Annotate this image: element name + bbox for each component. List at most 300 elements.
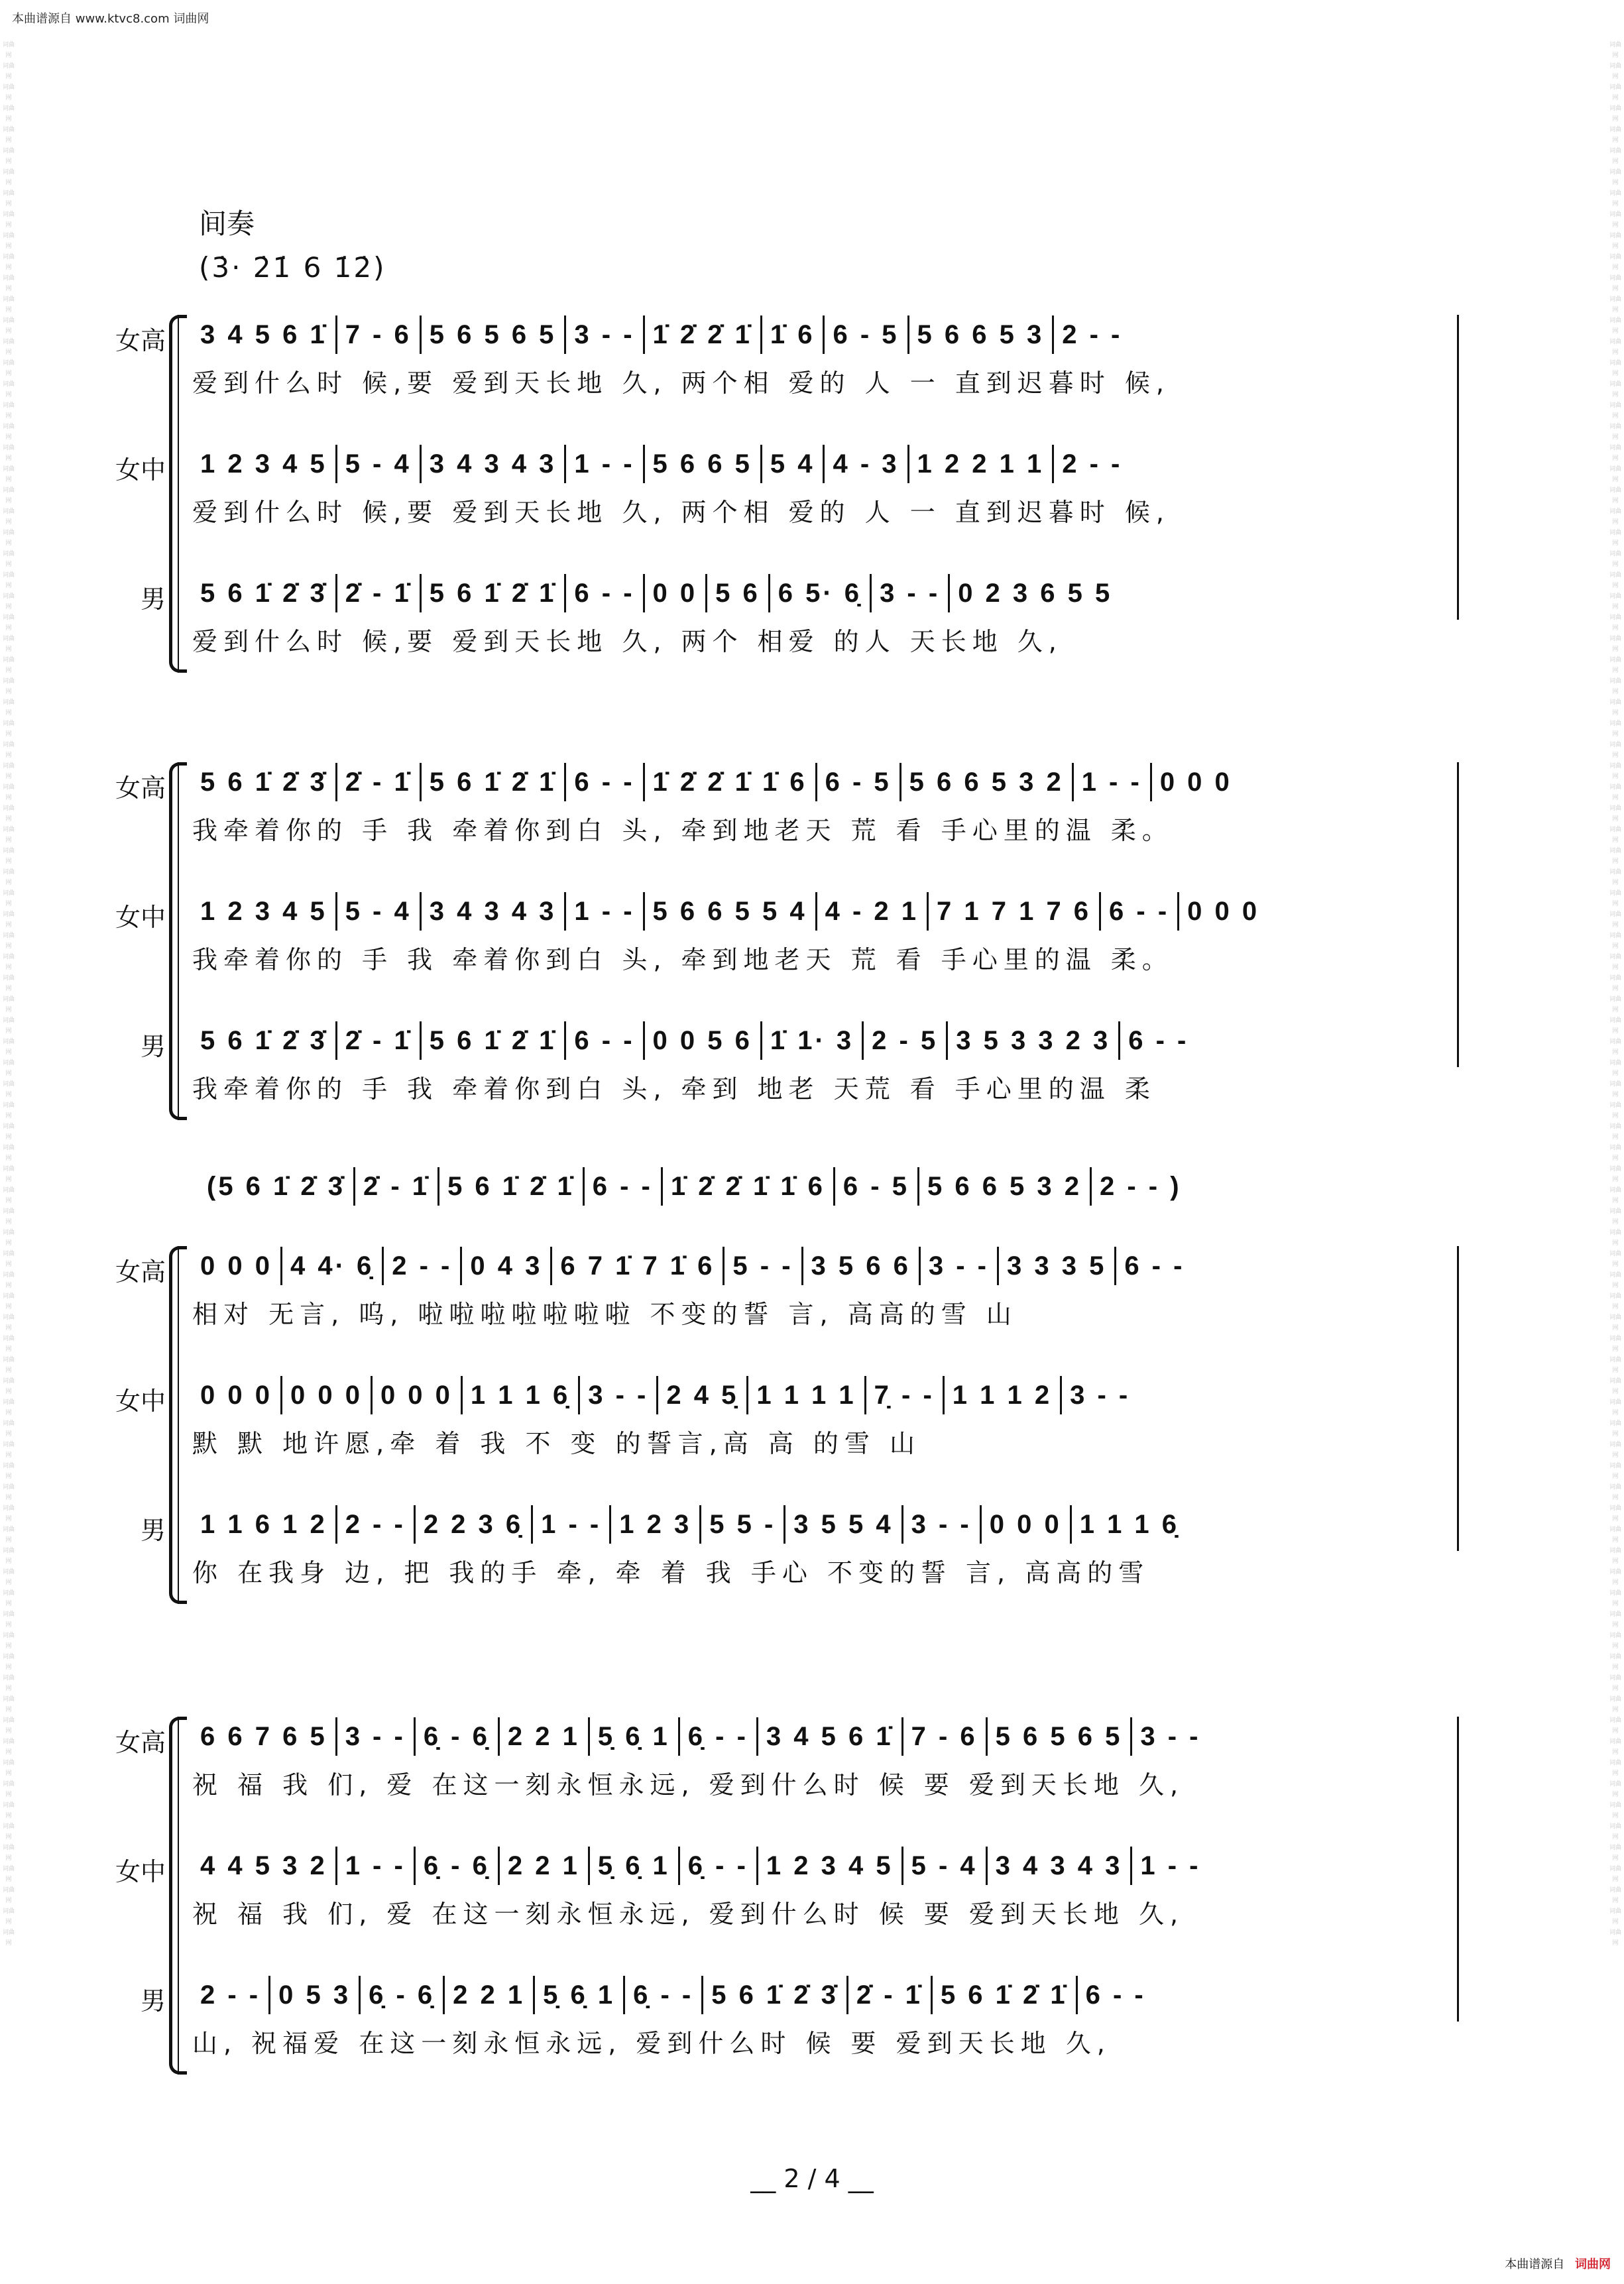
measure: 3 - -: [1140, 1721, 1201, 1751]
margin-watermark-text: 词曲网: [1609, 636, 1621, 653]
margin-watermark-text: 词曲网: [1609, 614, 1621, 632]
margin-watermark-text: 词曲网: [1609, 1548, 1621, 1565]
margin-watermark-text: 词曲网: [2, 1739, 15, 1756]
margin-watermark-text: 词曲网: [1609, 1123, 1621, 1141]
margin-watermark-text: 词曲网: [2, 381, 15, 398]
measure: 6 - 5: [825, 767, 892, 797]
margin-watermark-text: 词曲网: [2, 1463, 15, 1480]
margin-watermark-text: 词曲网: [1609, 1781, 1621, 1798]
part-name: 男: [140, 1032, 166, 1061]
measure: 5 6 6 5 3 2: [909, 767, 1064, 797]
margin-watermark-text: 词曲网: [1609, 1060, 1621, 1077]
margin-watermark-text: 词曲网: [2, 1526, 15, 1544]
measure: 6̣ - -: [633, 1980, 694, 2010]
margin-watermark-text: 词曲网: [2, 63, 15, 80]
margin-watermark-text: 词曲网: [1609, 1229, 1621, 1247]
part-name: 男: [140, 1986, 166, 2016]
margin-watermark-text: 词曲网: [2, 1442, 15, 1459]
measure: 5 6 1̇ 2̇ 3̇: [200, 1025, 327, 1055]
margin-watermark-text: 词曲网: [2, 296, 15, 314]
margin-watermark-text: 词曲网: [2, 1590, 15, 1607]
margin-watermark-text: 词曲网: [1609, 190, 1621, 207]
measure: 3 4 5 6 1̇: [766, 1721, 894, 1751]
measure: 6 - -: [1085, 1980, 1146, 2010]
margin-watermark-text: 词曲网: [2, 339, 15, 356]
measure: 6̣ - 6̣: [369, 1980, 435, 2010]
margin-watermark-text: 词曲网: [1609, 805, 1621, 823]
part-name: 女中: [115, 1857, 166, 1886]
measure: 0 0 0: [989, 1509, 1062, 1539]
margin-watermark-text: 词曲网: [2, 1378, 15, 1395]
interlude-measure: 2̇ - 1̇: [363, 1171, 430, 1201]
margin-watermark-text: 词曲网: [1609, 742, 1621, 759]
interlude-measure: (5 6 1̇ 2̇ 3̇: [207, 1171, 346, 1201]
measure: 6 - 5: [833, 319, 899, 349]
measure: 4 - 2 1: [825, 896, 919, 926]
margin-watermark-text: 词曲网: [2, 1696, 15, 1713]
margin-watermark-text: 词曲网: [2, 699, 15, 716]
notes-row: [192, 1505, 1465, 1544]
margin-watermark-text: 词曲网: [1609, 1929, 1621, 1947]
measure: 0 0 0: [1159, 767, 1232, 797]
margin-watermark-text: 词曲网: [1609, 1039, 1621, 1056]
lyric-row: 默 默 地许愿,牵 着 我 不 变 的誓言,高 高 的雪 山: [192, 1429, 921, 1458]
margin-watermark-text: 词曲网: [2, 805, 15, 823]
measure: 2 - -: [345, 1509, 406, 1539]
margin-watermark-text: 词曲网: [1609, 975, 1621, 992]
margin-watermark-text: 词曲网: [1609, 296, 1621, 314]
margin-watermark-text: 词曲网: [2, 890, 15, 907]
margin-watermark-text: 词曲网: [1609, 1654, 1621, 1671]
measure: 2̇ - 1̇: [856, 1980, 923, 2010]
margin-watermark-text: 词曲网: [2, 1314, 15, 1332]
margin-watermark-text: 词曲网: [2, 614, 15, 632]
lyric-row: 爱到什么时 候,要 爱到天长地 久, 两个相 爱的 人 一 直到迟暮时 候,: [192, 498, 1170, 527]
notes-row: [192, 1975, 1465, 2015]
measure: 3 3 3 5: [1006, 1251, 1107, 1281]
margin-watermark-text: 词曲网: [1609, 1632, 1621, 1650]
margin-watermark-text: 词曲网: [1609, 1378, 1621, 1395]
measure: 1 - -: [574, 896, 635, 926]
measure: 1 - -: [1081, 767, 1142, 797]
margin-watermark-text: 词曲网: [1609, 848, 1621, 865]
margin-watermark-text: 词曲网: [2, 445, 15, 462]
margin-watermark-text: 词曲网: [1609, 84, 1621, 101]
margin-watermark-text: 词曲网: [1609, 1442, 1621, 1459]
measure: 1̇ 6: [770, 319, 815, 349]
margin-watermark-text: 词曲网: [1609, 1845, 1621, 1862]
margin-watermark-text: 词曲网: [1609, 1526, 1621, 1544]
margin-watermark-text: 词曲网: [2, 530, 15, 547]
interlude-measure: 6 - 5: [842, 1171, 909, 1201]
margin-watermark-text: 词曲网: [2, 1399, 15, 1416]
margin-watermark-text: 词曲网: [1609, 1420, 1621, 1438]
measure: 0 0 0: [1187, 896, 1260, 926]
measure: 1 1 1 6̣: [1079, 1509, 1180, 1539]
margin-watermark-text: 词曲网: [2, 1145, 15, 1162]
measure: 2̇ - 1̇: [345, 578, 412, 608]
measure: 0 0 0: [380, 1380, 453, 1410]
margin-watermark-text: 词曲网: [1609, 1717, 1621, 1735]
measure: 3 4 3 4 3: [429, 896, 557, 926]
measure: 5 - 4: [345, 896, 412, 926]
part-name: 女高: [115, 773, 166, 803]
measure: 4 4 5 3 2: [200, 1851, 327, 1880]
margin-watermark-text: 词曲网: [1609, 105, 1621, 123]
measure: 5̣ 6̣ 1: [543, 1980, 616, 2010]
margin-watermark-text: 词曲网: [2, 233, 15, 250]
measure: 2̇ - 1̇: [345, 1025, 412, 1055]
margin-watermark-text: 词曲网: [2, 1569, 15, 1586]
margin-watermark-text: 词曲网: [2, 1781, 15, 1798]
measure: 2 2 1: [453, 1980, 526, 2010]
margin-watermark-text: 词曲网: [1609, 593, 1621, 610]
measure: 7 - 6: [345, 319, 412, 349]
margin-watermark-text: 词曲网: [2, 1929, 15, 1947]
margin-watermark-text: 词曲网: [2, 827, 15, 844]
measure: 0 0 0: [200, 1251, 272, 1281]
measure: 1 - -: [541, 1509, 602, 1539]
part-name: 女中: [115, 455, 166, 485]
measure: 6̣ - -: [687, 1851, 748, 1880]
measure: 6 - -: [574, 1025, 635, 1055]
system-bracket-line: [178, 1717, 179, 2075]
lyric-row: 祝 福 我 们, 爱 在这一刻永恒永远, 爱到什么时 候 要 爱到天长地 久,: [192, 1900, 1185, 1929]
notes-row: [192, 1021, 1465, 1060]
margin-watermark-text: 词曲网: [2, 1760, 15, 1777]
margin-watermark-text: 词曲网: [2, 933, 15, 950]
margin-watermark-text: 词曲网: [1609, 402, 1621, 420]
measure: 7̣ - -: [874, 1380, 935, 1410]
margin-watermark-text: 词曲网: [1609, 1399, 1621, 1416]
measure: 3 4 5 6 1̇: [200, 319, 327, 349]
margin-watermark-text: 词曲网: [1609, 1336, 1621, 1353]
measure: 4 - 3: [833, 449, 899, 479]
margin-watermark-text: 词曲网: [2, 1081, 15, 1098]
margin-watermark-text: 词曲网: [2, 869, 15, 886]
measure: 1 2 3 4 5: [200, 449, 327, 479]
measure: 6̣ - 6̣: [423, 1851, 490, 1880]
margin-watermark-text: 词曲网: [1609, 360, 1621, 377]
measure: 1 2 3 4 5: [200, 896, 327, 926]
notes-row: [192, 1846, 1465, 1886]
interlude-measure: 2 - - ): [1100, 1171, 1182, 1201]
margin-watermark-text: 词曲网: [1609, 1675, 1621, 1692]
measure: 1 2 3: [619, 1509, 692, 1539]
lyric-row: 我牵着你的 手 我 牵着你到白 头, 牵到地老天 荒 看 手心里的温 柔。: [192, 945, 1173, 974]
margin-watermark-text: 词曲网: [1609, 424, 1621, 441]
measure: 6 - -: [574, 578, 635, 608]
margin-watermark-text: 词曲网: [1609, 827, 1621, 844]
measure: 5 4: [770, 449, 815, 479]
margin-watermark-text: 词曲网: [1609, 1208, 1621, 1226]
measure: 1 1 1 2: [952, 1380, 1053, 1410]
margin-watermark-text: 词曲网: [1609, 933, 1621, 950]
margin-watermark-text: 词曲网: [2, 508, 15, 526]
margin-watermark-text: 词曲网: [2, 911, 15, 929]
margin-watermark-text: 词曲网: [2, 169, 15, 186]
lyric-row: 爱到什么时 候,要 爱到天长地 久, 两个相 爱的 人 一 直到迟暮时 候,: [192, 369, 1170, 398]
measure: 1 - -: [1140, 1851, 1201, 1880]
measure: 5 - 4: [345, 449, 412, 479]
margin-watermark-text: 词曲网: [2, 593, 15, 610]
measure: 3 - -: [345, 1721, 406, 1751]
margin-watermark-text: 词曲网: [2, 572, 15, 589]
margin-watermark-text: 词曲网: [2, 317, 15, 335]
margin-watermark-text: 词曲网: [2, 1017, 15, 1035]
margin-watermark-text: 词曲网: [1609, 1569, 1621, 1586]
margin-watermark-text: 词曲网: [2, 848, 15, 865]
measure: 7 1 7 1 7 6: [937, 896, 1092, 926]
lyric-row: 我牵着你的 手 我 牵着你到白 头, 牵到 地老 天荒 看 手心里的温 柔: [192, 1074, 1156, 1104]
margin-watermark-text: 词曲网: [1609, 1357, 1621, 1374]
top-watermark: 本曲谱源自 www.ktvc8.com 词曲网: [12, 12, 209, 26]
margin-watermark-text: 词曲网: [2, 551, 15, 568]
margin-watermark-text: 词曲网: [2, 1187, 15, 1204]
margin-watermark-text: 词曲网: [2, 636, 15, 653]
notes-row: [192, 1375, 1465, 1415]
margin-watermark-text: 词曲网: [2, 190, 15, 207]
margin-watermark-text: 词曲网: [2, 784, 15, 801]
margin-watermark-text: 词曲网: [1609, 42, 1621, 59]
measure: 6 - -: [1128, 1025, 1189, 1055]
margin-watermark-text: 词曲网: [2, 1908, 15, 1925]
margin-watermark-text: 词曲网: [1609, 1484, 1621, 1501]
measure: 5 6 1̇ 2̇ 3̇: [200, 767, 327, 797]
measure: 3 5 6 6: [811, 1251, 911, 1281]
measure: 1 1 6 1 2: [200, 1509, 327, 1539]
measure: 5 - 4: [911, 1851, 978, 1880]
lyric-row: 我牵着你的 手 我 牵着你到白 头, 牵到地老天 荒 看 手心里的温 柔。: [192, 816, 1173, 845]
margin-watermark-text: 词曲网: [1609, 1908, 1621, 1925]
margin-watermark-text: 词曲网: [1609, 1314, 1621, 1332]
margin-watermark-text: 词曲网: [2, 954, 15, 971]
measure: 2 - -: [1062, 449, 1123, 479]
lyric-row: 祝 福 我 们, 爱 在这一刻永恒永远, 爱到什么时 候 要 爱到天长地 久,: [192, 1770, 1185, 1799]
margin-watermark-text: 词曲网: [2, 105, 15, 123]
lyric-row: 你 在我身 边, 把 我的手 牵, 牵 着 我 手心 不变的誓 言, 高高的雪: [192, 1558, 1150, 1587]
margin-watermark-text: 词曲网: [2, 148, 15, 165]
margin-watermark-text: 词曲网: [1609, 1463, 1621, 1480]
margin-watermark-text: 词曲网: [1609, 445, 1621, 462]
measure: 2 2 1: [507, 1721, 580, 1751]
score-system: [0, 1246, 1624, 1634]
margin-watermark-text: 词曲网: [1609, 530, 1621, 547]
margin-watermark-text: 词曲网: [1609, 63, 1621, 80]
measure: 0 0: [652, 578, 698, 608]
measure: 6 6 7 6 5: [200, 1721, 327, 1751]
margin-watermark-text: 词曲网: [1609, 317, 1621, 335]
measure: 5 6 1̇ 2̇ 1̇: [429, 578, 557, 608]
measure: 5 6 1̇ 2̇ 1̇: [429, 1025, 557, 1055]
margin-watermark-text: 词曲网: [1609, 233, 1621, 250]
measure: 5 6 1̇ 2̇ 3̇: [200, 578, 327, 608]
margin-watermark-text: 词曲网: [1609, 339, 1621, 356]
measure: 5 6 5 6 5: [429, 319, 557, 349]
margin-watermark-text: 词曲网: [1609, 551, 1621, 568]
score-system: [0, 762, 1624, 1150]
lyric-row: 山, 祝福爱 在这一刻永恒永远, 爱到什么时 候 要 爱到天长地 久,: [192, 2029, 1111, 2058]
margin-watermark-text: 词曲网: [2, 275, 15, 292]
measure: 3 - -: [1070, 1380, 1131, 1410]
margin-watermark-text: 词曲网: [1609, 1760, 1621, 1777]
margin-watermark-text: 词曲网: [1609, 1293, 1621, 1310]
margin-watermark-text: 词曲网: [2, 1251, 15, 1268]
margin-watermark-text: 词曲网: [2, 1123, 15, 1141]
margin-watermark-text: 词曲网: [2, 1336, 15, 1353]
margin-watermark-text: 词曲网: [2, 1802, 15, 1819]
margin-watermark-text: 词曲网: [2, 1166, 15, 1183]
lyric-row: 相对 无言, 呜, 啦啦啦啦啦啦啦 不变的誓 言, 高高的雪 山: [192, 1300, 1017, 1329]
margin-watermark-text: 词曲网: [2, 678, 15, 695]
measure: 5 5 -: [709, 1509, 776, 1539]
measure: 1 - -: [574, 449, 635, 479]
measure: 5 6: [715, 578, 760, 608]
margin-watermark-text: 词曲网: [1609, 699, 1621, 716]
measure: 2 4 5̣: [666, 1380, 739, 1410]
margin-watermark-text: 词曲网: [1609, 1017, 1621, 1035]
margin-watermark-text: 词曲网: [1609, 1611, 1621, 1628]
measure: 3 4 3 4 3: [429, 449, 557, 479]
margin-watermark-text: 词曲网: [2, 996, 15, 1013]
measure: 1 1 1 6̣: [470, 1380, 571, 1410]
measure: 3 - -: [880, 578, 941, 608]
measure: 2 2 1: [507, 1851, 580, 1880]
measure: 6 7 1̇ 7 1̇ 6: [560, 1251, 715, 1281]
margin-watermark-text: 词曲网: [1609, 1590, 1621, 1607]
margin-watermark-text: 词曲网: [2, 1548, 15, 1565]
interlude-measure: 5 6 1̇ 2̇ 1̇: [447, 1171, 575, 1201]
margin-watermark-text: 词曲网: [2, 1060, 15, 1077]
measure: 6 - -: [1109, 896, 1170, 926]
margin-watermark-text: 词曲网: [2, 742, 15, 759]
part-name: 女中: [115, 903, 166, 932]
footer-brand: 词曲网: [1575, 2257, 1611, 2271]
margin-watermark-text: 词曲网: [1609, 1887, 1621, 1904]
score-system: [0, 1717, 1624, 2104]
margin-watermark-text: 词曲网: [2, 1293, 15, 1310]
measure: 1 2 3 4 5: [766, 1851, 894, 1880]
measure: 0 2 3 6 5 5: [958, 578, 1113, 608]
margin-watermark-text: 词曲网: [1609, 1802, 1621, 1819]
measure: 6 - -: [574, 767, 635, 797]
measure: 3 - -: [928, 1251, 989, 1281]
measure: 2 - -: [1062, 319, 1123, 349]
margin-watermark-text: 词曲网: [2, 254, 15, 271]
measure: 5 6 6 5 3: [917, 319, 1045, 349]
lyric-row: 爱到什么时 候,要 爱到天长地 久, 两个 相爱 的人 天长地 久,: [192, 627, 1063, 656]
intro-notes: (3̇· 2̇1̇ 6 1̇2̇): [199, 251, 386, 284]
margin-watermark-text: 词曲网: [1609, 763, 1621, 780]
measure: 6 5· 6̣: [778, 578, 862, 608]
part-name: 男: [140, 1516, 166, 1545]
margin-watermark-text: 词曲网: [1609, 784, 1621, 801]
margin-watermark-text: 词曲网: [2, 487, 15, 504]
margin-watermark-text: 词曲网: [2, 402, 15, 420]
measure: 1 2 2 1 1: [917, 449, 1045, 479]
margin-watermark-text: 词曲网: [1609, 169, 1621, 186]
measure: 0 0 0: [290, 1380, 363, 1410]
notes-row: [192, 1717, 1465, 1756]
margin-watermark-text: 词曲网: [2, 466, 15, 483]
margin-watermark-text: 词曲网: [1609, 1823, 1621, 1841]
margin-watermark-text: 词曲网: [2, 1505, 15, 1522]
margin-watermark-text: 词曲网: [2, 763, 15, 780]
measure: 3 - -: [911, 1509, 972, 1539]
margin-watermark-text: 词曲网: [1609, 954, 1621, 971]
measure: 6 - -: [1124, 1251, 1185, 1281]
margin-watermark-text: 词曲网: [2, 424, 15, 441]
margin-watermark-text: 词曲网: [1609, 1866, 1621, 1883]
system-bracket-line: [178, 762, 179, 1120]
margin-watermark-text: 词曲网: [2, 720, 15, 738]
measure: 5 6 6 5 5 4: [652, 896, 807, 926]
measure: 1̇ 2̇ 2̇ 1̇: [652, 319, 752, 349]
margin-watermark-text: 词曲网: [1609, 1251, 1621, 1268]
measure: 5 6 6 5: [652, 449, 752, 479]
interlude-row: [199, 1167, 1472, 1206]
margin-watermark-text: 词曲网: [2, 1654, 15, 1671]
margin-watermark-text: 词曲网: [1609, 678, 1621, 695]
part-name: 男: [140, 585, 166, 614]
margin-watermark-text: 词曲网: [2, 127, 15, 144]
margin-watermark-text: 词曲网: [2, 1484, 15, 1501]
margin-watermark-text: 词曲网: [1609, 254, 1621, 271]
measure: 0 0 5 6: [652, 1025, 752, 1055]
margin-watermark-text: 词曲网: [1609, 911, 1621, 929]
margin-watermark-text: 词曲网: [1609, 211, 1621, 229]
measure: 2 - 5: [872, 1025, 939, 1055]
measure: 0 0 0: [200, 1380, 272, 1410]
margin-watermark-text: 词曲网: [1609, 869, 1621, 886]
intro-label: 间奏: [199, 207, 255, 240]
measure: 3 - -: [574, 319, 635, 349]
measure: 2̇ - 1̇: [345, 767, 412, 797]
margin-watermark-text: 词曲网: [1609, 1696, 1621, 1713]
footer-site-text: 本曲谱源自: [1505, 2257, 1565, 2271]
margin-watermark-text: 词曲网: [1609, 275, 1621, 292]
notes-row: [192, 315, 1465, 355]
margin-watermark-text: 词曲网: [2, 1102, 15, 1119]
margin-watermark-text: 词曲网: [2, 360, 15, 377]
margin-watermark-text: 词曲网: [2, 975, 15, 992]
margin-watermark-text: 词曲网: [2, 1675, 15, 1692]
margin-watermark-text: 词曲网: [1609, 148, 1621, 165]
measure: 5̣ 6̣ 1: [597, 1851, 670, 1880]
margin-watermark-text: 词曲网: [1609, 1145, 1621, 1162]
measure: 5̣ 6̣ 1: [597, 1721, 670, 1751]
margin-watermark-text: 词曲网: [1609, 572, 1621, 589]
margin-watermark-text: 词曲网: [1609, 890, 1621, 907]
measure: 6̣ - -: [687, 1721, 748, 1751]
measure: 3 - -: [588, 1380, 649, 1410]
notes-row: [192, 573, 1465, 613]
margin-watermark-text: 词曲网: [1609, 487, 1621, 504]
margin-watermark-text: 词曲网: [2, 1717, 15, 1735]
margin-watermark-text: 词曲网: [2, 1357, 15, 1374]
margin-watermark-text: 词曲网: [1609, 1187, 1621, 1204]
score-system: [0, 315, 1624, 703]
margin-watermark-text: 词曲网: [2, 1632, 15, 1650]
notes-row: [192, 891, 1465, 931]
margin-watermark-text: 词曲网: [2, 1272, 15, 1289]
intro-block: [199, 202, 386, 284]
system-bracket-line: [178, 315, 179, 673]
part-name: 女中: [115, 1387, 166, 1416]
measure: 2 2 3 6̣: [423, 1509, 524, 1539]
measure: 3 4 3 4 3: [995, 1851, 1123, 1880]
margin-watermark-text: 词曲网: [2, 1866, 15, 1883]
